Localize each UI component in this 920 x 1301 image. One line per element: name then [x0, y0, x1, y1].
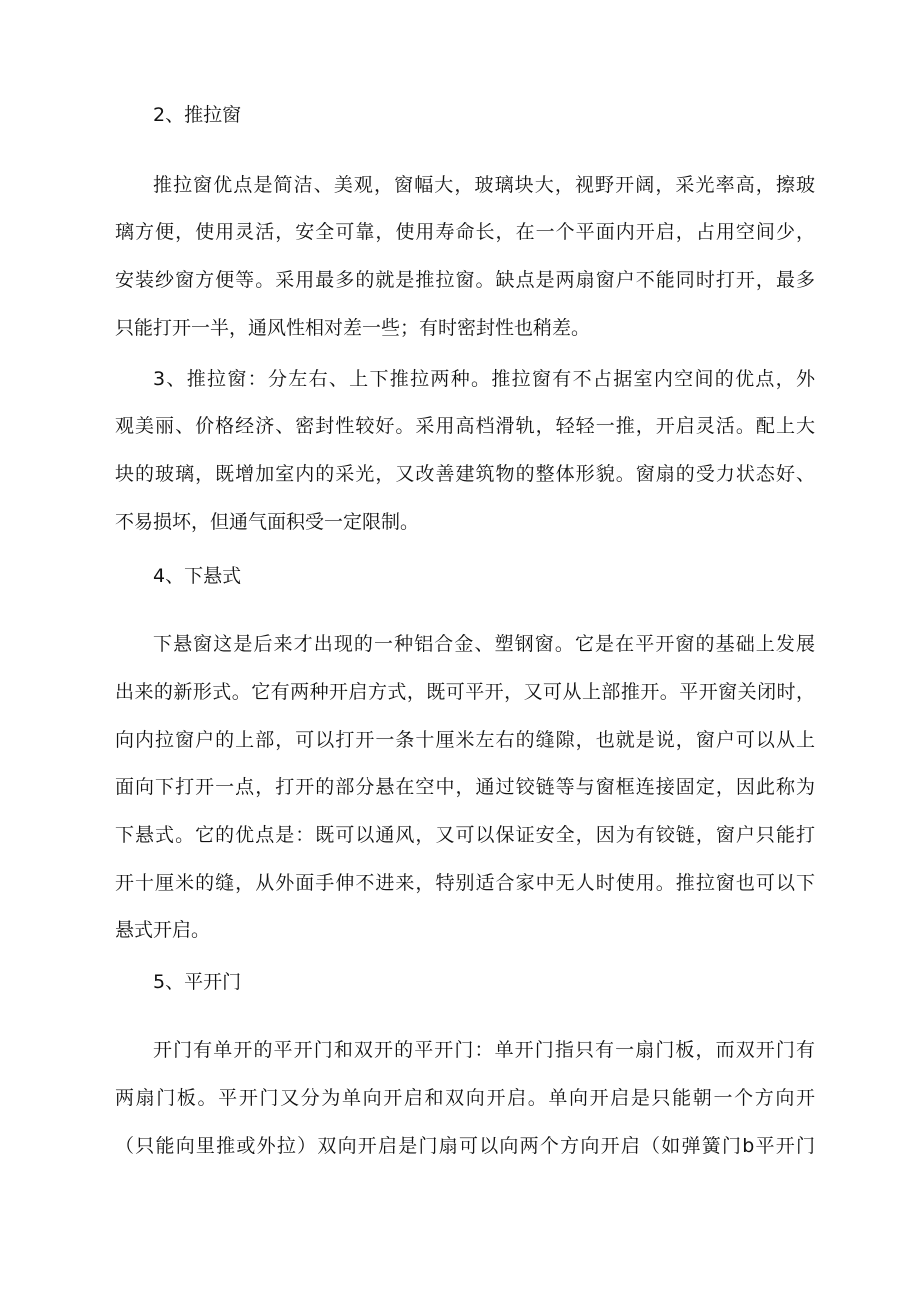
paragraph-line: 安装纱窗方便等。采用最多的就是推拉窗。缺点是两扇窗户不能同时打开，最多: [115, 269, 815, 291]
paragraph-line: 3、推拉窗：分左右、上下推拉两种。推拉窗有不占据室内空间的优点，外: [153, 368, 815, 390]
paragraph-line: 块的玻璃，既增加室内的采光，又改善建筑物的整体形貌。窗扇的受力状态好、: [115, 463, 815, 485]
paragraph-line: 悬式开启。: [115, 919, 211, 941]
section-heading-5: 5、平开门: [153, 971, 242, 993]
paragraph-line: 出来的新形式。它有两种开启方式，既可平开，又可从上部推开。平开窗关闭时，: [115, 681, 815, 703]
paragraph-line: 向内拉窗户的上部，可以打开一条十厘米左右的缝隙，也就是说，窗户可以从上: [115, 729, 815, 751]
paragraph-line: 开十厘米的缝，从外面手伸不进来，特别适合家中无人时使用。推拉窗也可以下: [115, 872, 815, 894]
paragraph-line: 不易损坏，但通气面积受一定限制。: [115, 511, 420, 533]
paragraph-line: 开门有单开的平开门和双开的平开门：单开门指只有一扇门板，而双开门有: [153, 1039, 815, 1061]
paragraph-line: 只能打开一半，通风性相对差一些；有时密封性也稍差。: [115, 317, 591, 339]
paragraph-line: 面向下打开一点，打开的部分悬在空中，通过铰链等与窗框连接固定，因此称为: [115, 776, 815, 798]
paragraph-line: 两扇门板。平开门又分为单向开启和双向开启。单向开启是只能朝一个方向开: [115, 1087, 815, 1109]
section-heading-2: 2、推拉窗: [153, 104, 242, 126]
section-heading-4: 4、下悬式: [153, 565, 242, 587]
paragraph-line: 下悬窗这是后来才出现的一种铝合金、塑钢窗。它是在平开窗的基础上发展: [153, 633, 815, 655]
paragraph-line: 推拉窗优点是简洁、美观，窗幅大，玻璃块大，视野开阔，采光率高，擦玻: [153, 174, 815, 196]
paragraph-line: （只能向里推或外拉）双向开启是门扇可以向两个方向开启（如弹簧门b平开门: [115, 1135, 815, 1157]
paragraph-line: 观美丽、价格经济、密封性较好。采用高档滑轨，轻轻一推，开启灵活。配上大: [115, 415, 815, 437]
paragraph-line: 下悬式。它的优点是：既可以通风，又可以保证安全，因为有铰链，窗户只能打: [115, 824, 815, 846]
paragraph-line: 璃方便，使用灵活，安全可靠，使用寿命长，在一个平面内开启，占用空间少，: [115, 221, 815, 243]
